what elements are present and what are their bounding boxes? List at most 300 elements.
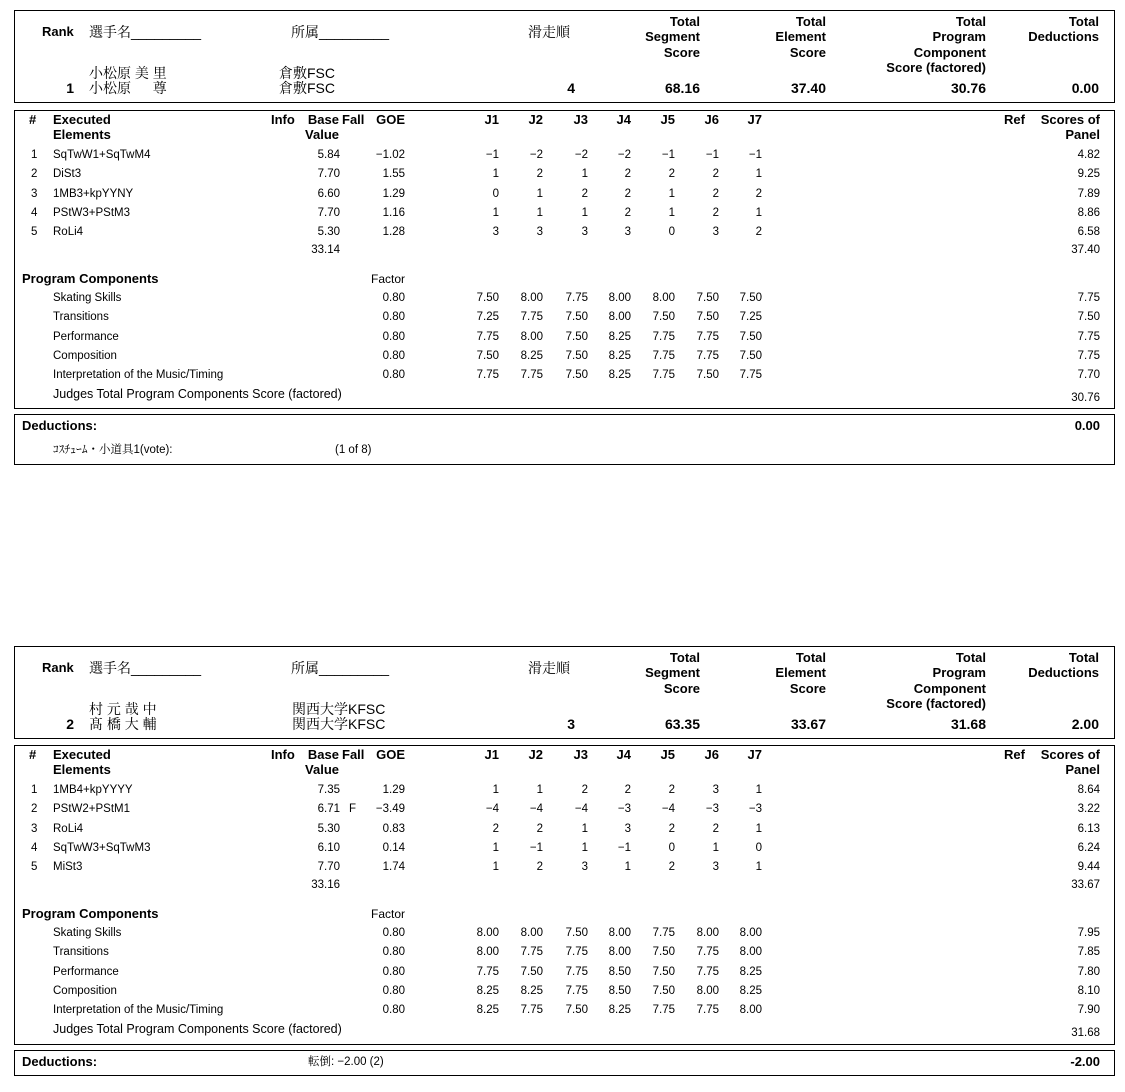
element-judge-score: −3	[705, 803, 719, 816]
element-base-value: 6.10	[317, 841, 340, 854]
component-panel-score: 7.95	[1077, 927, 1100, 939]
element-judge-score: 1	[492, 861, 499, 874]
element-judge-score: −3	[617, 803, 631, 816]
col-executed-elements-header: Elements	[53, 762, 111, 777]
element-judge-score: 2	[581, 784, 588, 796]
element-number: 3	[31, 822, 38, 835]
component-factor: 0.80	[382, 330, 405, 343]
element-judge-score: 0	[755, 841, 762, 854]
base-value-total: 33.16	[311, 879, 340, 891]
component-judge-score: 8.00	[739, 1004, 762, 1017]
component-panel-score: 7.75	[1077, 349, 1100, 362]
col-info-header: Info	[271, 747, 295, 762]
element-panel-score: 9.44	[1077, 861, 1100, 874]
element-code: PStW2+PStM1	[53, 803, 131, 816]
skater-name: 小松原 尊	[89, 80, 167, 96]
element-code: DiSt3	[53, 168, 82, 181]
element-judge-score: 1	[755, 168, 762, 181]
skater-name: 小松原 美 里	[89, 65, 167, 81]
total-segment-score-label: Score	[663, 680, 700, 696]
deductions-label: Deductions:	[22, 418, 98, 433]
col-number-header: #	[29, 747, 37, 762]
element-judge-score: −1	[617, 841, 631, 854]
element-judge-score: 1	[536, 784, 543, 796]
component-name: Skating Skills	[53, 292, 122, 304]
element-judge-score: 1	[755, 784, 762, 796]
total-segment-score-value: 68.16	[664, 80, 700, 96]
element-base-value: 7.35	[317, 784, 340, 796]
element-goe: 1.16	[382, 206, 405, 219]
element-goe: 0.83	[382, 822, 405, 835]
component-judge-score: 7.50	[739, 330, 762, 343]
component-factor: 0.80	[382, 927, 405, 939]
element-judge-score: 1	[536, 187, 543, 200]
col-judge-header: J1	[484, 112, 499, 127]
element-judge-score: 1	[581, 168, 588, 181]
element-code: MiSt3	[53, 861, 83, 874]
component-name: Transitions	[53, 311, 109, 324]
component-panel-score: 7.75	[1077, 292, 1100, 304]
start-order-label: 滑走順	[528, 24, 570, 40]
club-name: 関西大学KFSC	[292, 716, 386, 732]
component-judge-score: 7.75	[652, 1004, 675, 1017]
element-judge-score: 3	[624, 822, 631, 835]
component-panel-score: 7.50	[1077, 311, 1100, 324]
club-name: 関西大学KFSC	[292, 701, 386, 717]
component-name: Performance	[53, 330, 119, 343]
total-program-component-score-label: Total	[955, 14, 986, 29]
component-judge-score: 7.50	[565, 311, 588, 324]
element-judge-score: 1	[492, 784, 499, 796]
component-name: Performance	[53, 965, 119, 978]
component-judge-score: 7.50	[565, 330, 588, 343]
deduction-detail: 転倒: −2.00 (2)	[308, 1056, 384, 1068]
total-element-score-label: Total	[795, 14, 826, 29]
component-judge-score: 8.00	[520, 292, 543, 304]
component-judge-score: 7.75	[520, 311, 543, 324]
component-judge-score: 7.75	[565, 946, 588, 959]
component-judge-score: 8.00	[696, 927, 719, 939]
judges-total-pcs-label: Judges Total Program Components Score (factored)	[53, 1022, 342, 1036]
component-judge-score: 7.25	[739, 311, 762, 324]
col-base-value-header: Base	[307, 747, 339, 762]
total-element-score-label: Element	[775, 665, 826, 681]
element-judge-score: 2	[712, 187, 719, 200]
component-judge-score: 7.75	[520, 1004, 543, 1017]
component-judge-score: 7.25	[476, 311, 499, 324]
element-code: SqTwW1+SqTwM4	[53, 149, 151, 161]
component-judge-score: 7.50	[652, 311, 675, 324]
element-goe: 1.29	[382, 784, 405, 796]
element-judge-score: 2	[712, 822, 719, 835]
element-judge-score: 0	[492, 187, 499, 200]
element-panel-score: 8.64	[1077, 784, 1100, 796]
element-judge-score: 3	[492, 226, 499, 239]
component-panel-score: 7.70	[1077, 369, 1100, 382]
component-factor: 0.80	[382, 984, 405, 997]
element-judge-score: 1	[581, 841, 588, 854]
component-judge-score: 8.25	[608, 330, 631, 343]
component-judge-score: 8.25	[476, 1004, 499, 1017]
component-judge-score: 8.50	[608, 965, 631, 978]
element-panel-score: 6.58	[1077, 226, 1100, 239]
element-judge-score: −1	[485, 149, 499, 161]
component-judge-score: 7.50	[696, 369, 719, 382]
total-segment-score-label: Segment	[645, 665, 700, 681]
element-judge-score: 2	[668, 861, 675, 874]
col-base-value-header: Base	[307, 112, 339, 127]
col-judge-header: J1	[484, 747, 499, 762]
rank-value: 1	[66, 80, 74, 96]
element-base-value: 5.30	[317, 226, 340, 239]
judges-total-pcs-value: 30.76	[1071, 392, 1100, 404]
component-judge-score: 7.50	[565, 369, 588, 382]
element-code: 1MB4+kpYYYY	[53, 784, 133, 796]
component-judge-score: 8.00	[696, 984, 719, 997]
deductions-box	[14, 414, 1115, 465]
component-judge-score: 7.50	[652, 946, 675, 959]
element-judge-score: 1	[536, 206, 543, 219]
total-deductions-label: Deductions	[1028, 29, 1099, 45]
element-judge-score: 1	[581, 822, 588, 835]
component-name: Composition	[53, 349, 117, 362]
total-program-component-score-label: Total	[955, 650, 986, 665]
col-judge-header: J4	[616, 112, 631, 127]
col-scores-of-panel-header: Panel	[1065, 127, 1100, 142]
col-ref-header: Ref	[1004, 747, 1025, 762]
element-code: SqTwW3+SqTwM3	[53, 841, 151, 854]
component-judge-score: 7.75	[696, 1004, 719, 1017]
col-base-value-header: Value	[305, 762, 339, 777]
element-goe: 1.29	[382, 187, 405, 200]
total-segment-score-value: 63.35	[664, 716, 700, 732]
element-panel-score: 7.89	[1077, 187, 1100, 200]
elements-panel-total: 33.67	[1071, 879, 1100, 891]
club-label: 所属_________	[291, 660, 390, 676]
element-judge-score: 2	[536, 861, 543, 874]
element-base-value: 6.60	[317, 187, 340, 200]
element-judge-score: 1	[492, 168, 499, 181]
element-code: RoLi4	[53, 226, 84, 239]
component-judge-score: 8.25	[476, 984, 499, 997]
col-goe-header: GOE	[376, 112, 405, 127]
col-judge-header: J3	[573, 112, 588, 127]
element-goe: 1.28	[382, 226, 405, 239]
deduction-item-value: (1 of 8)	[335, 444, 372, 456]
component-judge-score: 7.50	[476, 349, 499, 362]
total-segment-score-label: Segment	[645, 29, 700, 45]
total-program-component-score-label: Score (factored)	[886, 59, 986, 75]
element-number: 5	[31, 226, 38, 239]
total-deductions-value: 0.00	[1071, 80, 1099, 96]
component-judge-score: 8.25	[739, 984, 762, 997]
element-judge-score: 2	[536, 822, 543, 835]
col-scores-of-panel-header: Scores of	[1040, 112, 1100, 127]
element-judge-score: 2	[668, 784, 675, 796]
col-judge-header: J7	[747, 112, 762, 127]
total-element-score-value: 33.67	[790, 716, 826, 732]
total-program-component-score-label: Score (factored)	[886, 695, 986, 711]
col-executed-elements-header: Executed	[53, 747, 111, 762]
col-scores-of-panel-header: Panel	[1065, 762, 1100, 777]
total-program-component-score-label: Component	[913, 44, 986, 60]
element-base-value: 7.70	[317, 206, 340, 219]
element-goe: 0.14	[382, 841, 405, 854]
component-factor: 0.80	[382, 946, 405, 959]
element-number: 1	[31, 784, 38, 796]
component-name: Interpretation of the Music/Timing	[53, 1004, 224, 1017]
element-judge-score: 2	[624, 168, 631, 181]
element-judge-score: 3	[712, 784, 719, 796]
element-judge-score: 0	[668, 841, 675, 854]
component-name: Transitions	[53, 946, 109, 959]
component-judge-score: 7.75	[565, 292, 588, 304]
club-name: 倉敷FSC	[279, 65, 335, 81]
component-judge-score: 8.00	[608, 292, 631, 304]
element-judge-score: 1	[624, 861, 631, 874]
component-judge-score: 8.00	[739, 927, 762, 939]
component-judge-score: 7.75	[652, 330, 675, 343]
component-judge-score: 8.25	[608, 369, 631, 382]
element-judge-score: 1	[492, 206, 499, 219]
component-factor: 0.80	[382, 349, 405, 362]
component-judge-score: 8.00	[476, 927, 499, 939]
total-program-component-score-label: Program	[932, 665, 986, 681]
component-judge-score: 7.75	[696, 946, 719, 959]
component-judge-score: 7.50	[696, 311, 719, 324]
component-factor: 0.80	[382, 369, 405, 382]
element-judge-score: −2	[617, 149, 631, 161]
element-code: 1MB3+kpYYNY	[53, 187, 134, 200]
component-judge-score: 7.75	[652, 927, 675, 939]
col-judge-header: J5	[660, 112, 675, 127]
element-judge-score: 2	[755, 187, 762, 200]
component-factor: 0.80	[382, 292, 405, 304]
component-judge-score: 7.50	[565, 1004, 588, 1017]
element-judge-score: 2	[668, 822, 675, 835]
component-judge-score: 8.25	[520, 984, 543, 997]
start-order-label: 滑走順	[528, 660, 570, 676]
component-name: Skating Skills	[53, 927, 122, 939]
element-judge-score: 2	[712, 206, 719, 219]
component-judge-score: 8.00	[608, 927, 631, 939]
component-judge-score: 8.25	[520, 349, 543, 362]
total-element-score-label: Total	[795, 650, 826, 665]
element-judge-score: 2	[492, 822, 499, 835]
total-element-score-label: Score	[789, 44, 826, 60]
element-judge-score: 2	[712, 168, 719, 181]
element-base-value: 7.70	[317, 861, 340, 874]
col-judge-header: J6	[704, 747, 719, 762]
judges-total-pcs-value: 31.68	[1071, 1027, 1100, 1039]
element-judge-score: 1	[755, 206, 762, 219]
base-value-total: 33.14	[311, 244, 340, 256]
element-judge-score: 3	[624, 226, 631, 239]
col-judge-header: J3	[573, 747, 588, 762]
program-components-heading: Program Components	[22, 906, 159, 921]
component-judge-score: 8.00	[608, 311, 631, 324]
component-judge-score: 7.50	[520, 965, 543, 978]
element-code: RoLi4	[53, 822, 84, 835]
col-judge-header: J7	[747, 747, 762, 762]
total-program-component-score-value: 30.76	[950, 80, 986, 96]
start-order-value: 4	[567, 80, 575, 96]
element-judge-score: −4	[661, 803, 675, 816]
col-base-value-header: Value	[305, 127, 339, 142]
element-judge-score: 1	[668, 206, 675, 219]
component-judge-score: 7.75	[520, 946, 543, 959]
component-panel-score: 7.75	[1077, 330, 1100, 343]
component-judge-score: 7.50	[652, 965, 675, 978]
element-judge-score: 1	[668, 187, 675, 200]
col-scores-of-panel-header: Scores of	[1040, 747, 1100, 762]
component-name: Composition	[53, 984, 117, 997]
total-segment-score-label: Total	[669, 650, 700, 665]
factor-header: Factor	[370, 907, 405, 921]
element-judge-score: 2	[624, 206, 631, 219]
col-executed-elements-header: Executed	[53, 112, 111, 127]
elements-box	[14, 745, 1115, 1045]
element-judge-score: 2	[755, 226, 762, 239]
element-goe: −1.02	[375, 149, 405, 161]
skater-score-sheet	[0, 10, 1125, 465]
factor-header: Factor	[370, 272, 405, 286]
total-deductions-label: Total	[1068, 650, 1099, 665]
total-segment-score-label: Score	[663, 44, 700, 60]
element-base-value: 6.71	[317, 803, 340, 816]
component-judge-score: 7.75	[476, 369, 499, 382]
element-number: 5	[31, 861, 38, 874]
col-goe-header: GOE	[376, 747, 405, 762]
element-panel-score: 6.24	[1077, 841, 1100, 854]
element-judge-score: −4	[529, 803, 543, 816]
element-judge-score: 0	[668, 226, 675, 239]
element-judge-score: −4	[485, 803, 499, 816]
component-judge-score: 7.50	[476, 292, 499, 304]
total-deductions-label: Deductions	[1028, 665, 1099, 681]
element-base-value: 5.84	[317, 149, 340, 161]
element-goe: 1.55	[382, 168, 405, 181]
component-panel-score: 7.90	[1077, 1004, 1100, 1017]
col-number-header: #	[29, 112, 37, 127]
element-panel-score: 9.25	[1077, 168, 1100, 181]
component-judge-score: 7.50	[739, 349, 762, 362]
element-judge-score: 3	[581, 861, 588, 874]
component-judge-score: 7.75	[696, 330, 719, 343]
component-judge-score: 8.00	[739, 946, 762, 959]
component-judge-score: 7.75	[652, 349, 675, 362]
total-segment-score-label: Total	[669, 14, 700, 29]
component-name: Interpretation of the Music/Timing	[53, 369, 224, 382]
component-judge-score: 7.75	[696, 965, 719, 978]
start-order-value: 3	[567, 716, 575, 732]
element-judge-score: 1	[712, 841, 719, 854]
skater-name: 髙 橋 大 輔	[89, 716, 157, 732]
skater-name-label: 選手名_________	[89, 660, 202, 676]
total-element-score-label: Score	[789, 680, 826, 696]
component-judge-score: 7.75	[565, 965, 588, 978]
elements-box	[14, 110, 1115, 409]
element-judge-score: −2	[529, 149, 543, 161]
element-judge-score: −4	[574, 803, 588, 816]
component-judge-score: 7.75	[476, 965, 499, 978]
element-goe: −3.49	[375, 803, 405, 816]
element-judge-score: −1	[661, 149, 675, 161]
total-deductions-value: 2.00	[1071, 716, 1099, 732]
judges-total-pcs-label: Judges Total Program Components Score (factored)	[53, 387, 342, 401]
element-judge-score: 1	[755, 861, 762, 874]
component-judge-score: 8.00	[476, 946, 499, 959]
component-judge-score: 7.75	[696, 349, 719, 362]
element-judge-score: 1	[492, 841, 499, 854]
element-judge-score: 2	[536, 168, 543, 181]
component-judge-score: 8.25	[739, 965, 762, 978]
component-panel-score: 7.85	[1077, 946, 1100, 959]
elements-panel-total: 37.40	[1071, 244, 1100, 256]
program-components-heading: Program Components	[22, 271, 159, 286]
component-judge-score: 7.50	[565, 349, 588, 362]
element-panel-score: 6.13	[1077, 822, 1100, 835]
element-number: 4	[31, 841, 38, 854]
club-name: 倉敷FSC	[279, 80, 335, 96]
component-panel-score: 7.80	[1077, 965, 1100, 978]
component-judge-score: 7.75	[520, 369, 543, 382]
total-program-component-score-label: Program	[932, 29, 986, 45]
deductions-total: -2.00	[1070, 1054, 1100, 1069]
element-judge-score: 2	[624, 784, 631, 796]
component-judge-score: 7.75	[739, 369, 762, 382]
col-judge-header: J2	[528, 112, 543, 127]
component-factor: 0.80	[382, 965, 405, 978]
component-factor: 0.80	[382, 311, 405, 324]
deduction-item-label: ｺｽﾁｭｰﾑ・小道具1(vote):	[53, 444, 173, 456]
col-judge-header: J5	[660, 747, 675, 762]
element-number: 3	[31, 187, 38, 200]
element-base-value: 7.70	[317, 168, 340, 181]
element-judge-score: −1	[705, 149, 719, 161]
element-judge-score: −3	[748, 803, 762, 816]
col-fall-header: Fall	[342, 747, 365, 762]
element-number: 4	[31, 206, 38, 219]
deductions-box	[14, 1050, 1115, 1076]
element-fall-marker: F	[349, 803, 357, 816]
total-program-component-score-value: 31.68	[950, 716, 986, 732]
rank-value: 2	[66, 716, 74, 732]
element-judge-score: 3	[536, 226, 543, 239]
col-ref-header: Ref	[1004, 112, 1025, 127]
col-info-header: Info	[271, 112, 295, 127]
element-judge-score: 3	[712, 226, 719, 239]
col-judge-header: J4	[616, 747, 631, 762]
component-factor: 0.80	[382, 1004, 405, 1017]
component-judge-score: 8.50	[608, 984, 631, 997]
component-judge-score: 7.75	[476, 330, 499, 343]
element-panel-score: 4.82	[1077, 149, 1100, 161]
component-judge-score: 7.75	[565, 984, 588, 997]
element-judge-score: 1	[581, 206, 588, 219]
element-panel-score: 8.86	[1077, 206, 1100, 219]
col-judge-header: J6	[704, 112, 719, 127]
component-judge-score: 8.00	[520, 927, 543, 939]
deductions-label: Deductions:	[22, 1054, 98, 1069]
element-judge-score: 2	[581, 187, 588, 200]
component-judge-score: 8.25	[608, 349, 631, 362]
component-judge-score: 7.50	[739, 292, 762, 304]
element-judge-score: 2	[624, 187, 631, 200]
component-panel-score: 8.10	[1077, 984, 1100, 997]
element-number: 2	[31, 168, 38, 181]
element-judge-score: −1	[748, 149, 762, 161]
